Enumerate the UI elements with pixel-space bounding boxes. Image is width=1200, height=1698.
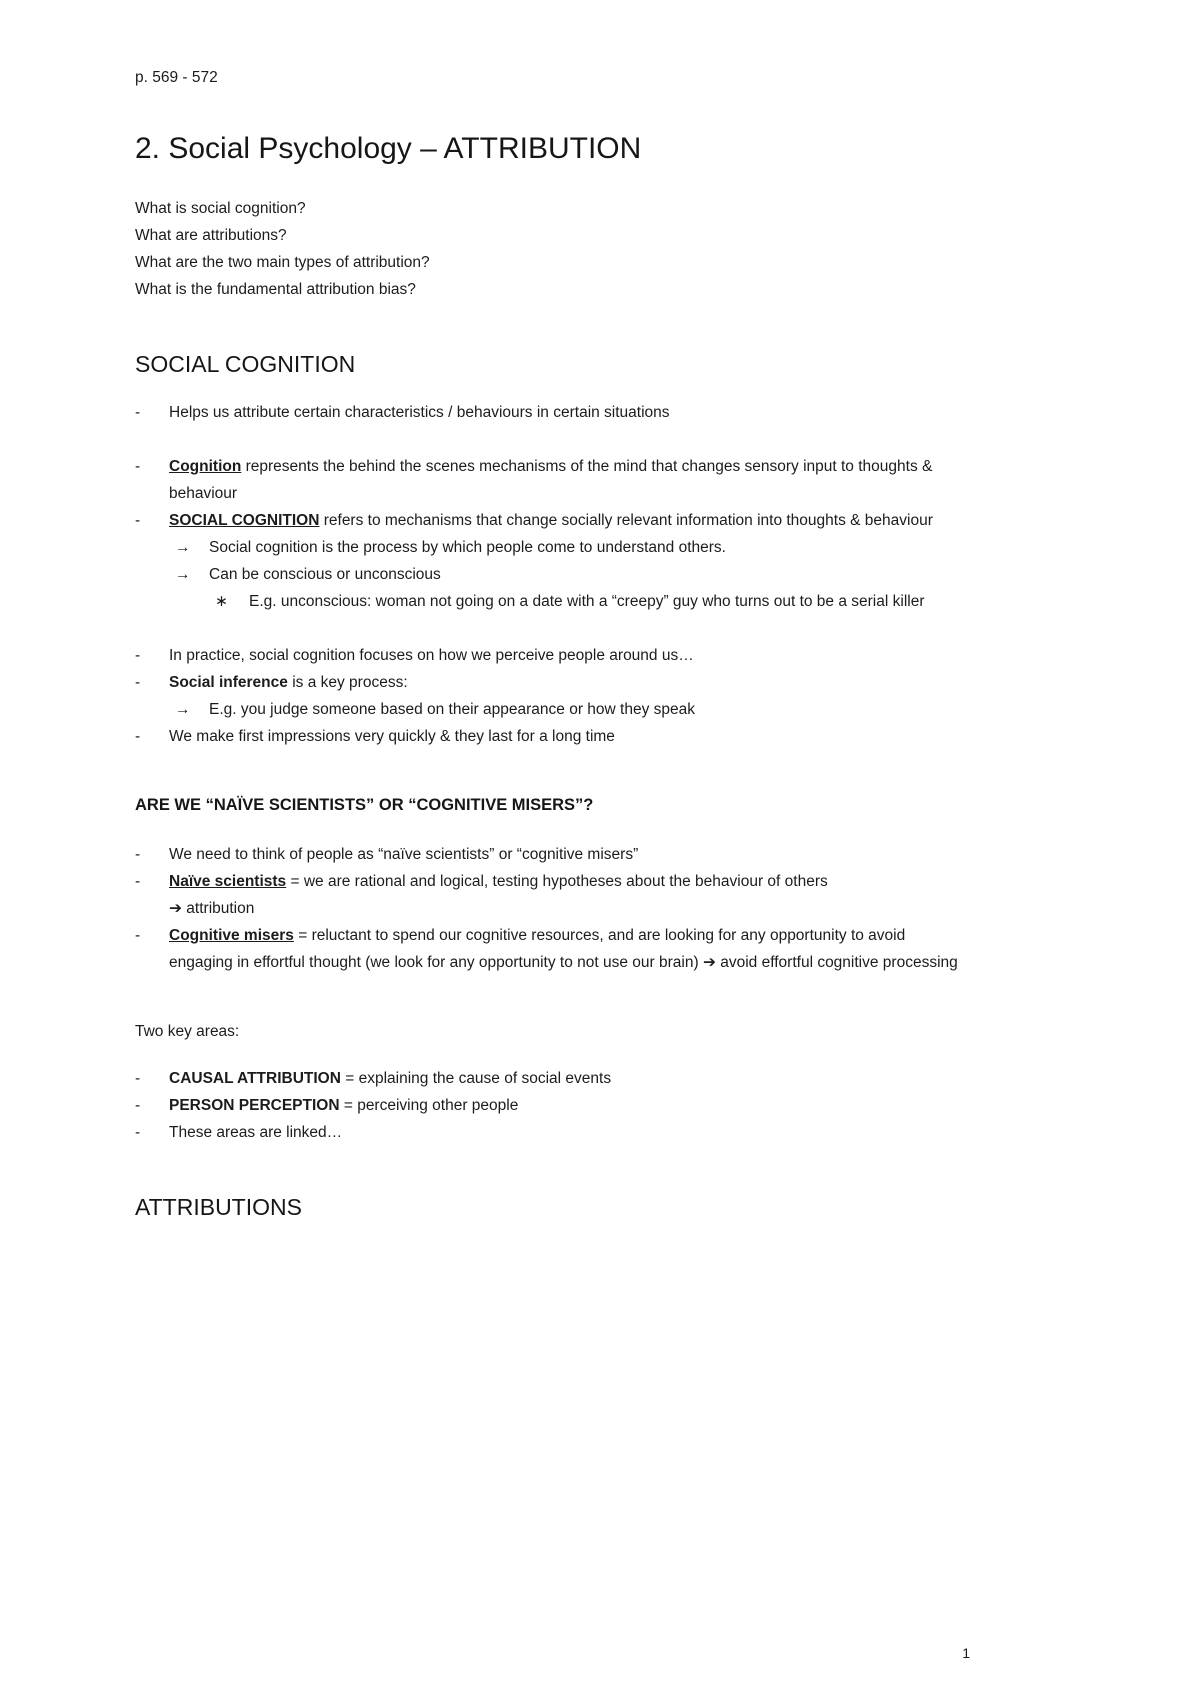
text: refers to mechanisms that change socially relevant information into thoughts & behaviour: [319, 512, 933, 529]
sub-heading-naive-misers: ARE WE “NAÏVE SCIENTISTS” OR “COGNITIVE MISERS”?: [135, 796, 594, 814]
bullet-dash: -: [135, 647, 141, 664]
bullet-dash: -: [135, 458, 141, 475]
list-item: [135, 1092, 967, 1119]
term: Cognition: [169, 458, 242, 475]
bullet-star: ∗: [215, 593, 228, 610]
bullet-dash: -: [135, 674, 141, 691]
text: E.g. you judge someone based on their appearance or how they speak: [209, 701, 695, 718]
list-item-text: [169, 1119, 967, 1146]
list-item: [135, 507, 967, 534]
list-item-text: [169, 453, 967, 507]
text: = explaining the cause of social events: [340, 1070, 612, 1087]
text: = we are rational and logical, testing hypotheses about the behaviour of others: [286, 873, 828, 890]
two-key-areas-label: Two key areas:: [135, 1023, 240, 1040]
page-reference: p. 569 - 572: [135, 69, 218, 86]
text: E.g. unconscious: woman not going on a date with a “creepy” guy who turns out to be a serial killer: [249, 593, 925, 610]
list-item: [135, 642, 967, 669]
list-item-text: [169, 922, 967, 976]
bullet-dash: -: [135, 846, 141, 863]
term: Social inference: [169, 674, 288, 691]
text: We make first impressions very quickly & they last for a long time: [169, 728, 615, 745]
list-item: [135, 561, 967, 588]
question-line: What are attributions?: [135, 227, 287, 244]
text: We need to think of people as “naïve scientists” or “cognitive misers”: [169, 846, 639, 863]
bullet-dash: -: [135, 1097, 141, 1114]
question-line: What is the fundamental attribution bias?: [135, 281, 416, 298]
bullet-dash: -: [135, 873, 141, 890]
list-item-text: [169, 1065, 967, 1092]
document-title: 2. Social Psychology – ATTRIBUTION: [135, 132, 642, 165]
bullet-dash: -: [135, 1124, 141, 1141]
section-heading-attributions: ATTRIBUTIONS: [135, 1194, 302, 1220]
list-item: [135, 922, 967, 976]
section-heading-social-cognition: SOCIAL COGNITION: [135, 351, 356, 377]
list-item: [135, 399, 967, 426]
list-item-text: [249, 588, 967, 615]
text: Helps us attribute certain characteristics / behaviours in certain situations: [169, 404, 670, 421]
question-line: What are the two main types of attribution?: [135, 254, 430, 271]
text: is a key process:: [287, 674, 408, 691]
text: Social cognition is the process by which people come to understand others.: [209, 539, 726, 556]
term: CAUSAL ATTRIBUTION: [169, 1070, 341, 1087]
list-item-text: [209, 561, 967, 588]
bullet-arrow: →: [175, 566, 191, 583]
question-line: What is social cognition?: [135, 200, 306, 217]
term: SOCIAL COGNITION: [169, 512, 320, 529]
text: Can be conscious or unconscious: [209, 566, 441, 583]
term: Naïve scientists: [169, 873, 287, 890]
list-item-text: [209, 534, 967, 561]
document-content: [135, 64, 967, 1222]
text: In practice, social cognition focuses on how we perceive people around us…: [169, 647, 694, 664]
list-item: [135, 723, 967, 750]
text: = perceiving other people: [339, 1097, 519, 1114]
list-item-text: [169, 399, 967, 426]
list-item-text: [169, 669, 967, 696]
bullet-dash: -: [135, 404, 141, 421]
bullet-dash: -: [135, 927, 141, 944]
list-item: [135, 534, 967, 561]
page-number: 1: [962, 1645, 970, 1661]
bullet-dash: -: [135, 512, 141, 529]
list-item-text: [169, 507, 967, 534]
text: These areas are linked…: [169, 1124, 343, 1141]
list-item: [135, 841, 967, 868]
list-item: [135, 453, 967, 507]
list-item-text: [209, 696, 967, 723]
question-list: [135, 195, 967, 303]
list-item: [135, 588, 967, 615]
list-item-text: [169, 1092, 967, 1119]
bullet-arrow: →: [175, 539, 191, 556]
text: represents the behind the scenes mechanisms of the mind that changes sensory input to thoughts & behaviour: [169, 458, 933, 502]
list-item: [135, 1065, 967, 1092]
list-item: [135, 1119, 967, 1146]
list-item-text: [169, 642, 967, 669]
text-continuation: ➔ attribution: [169, 900, 255, 917]
list-item: [135, 868, 967, 922]
list-item-text: [169, 868, 967, 922]
list-item: [135, 669, 967, 696]
term: Cognitive misers: [169, 927, 294, 944]
list-item-text: [169, 723, 967, 750]
term: PERSON PERCEPTION: [169, 1097, 340, 1114]
bullet-dash: -: [135, 728, 141, 745]
bullet-arrow: →: [175, 701, 191, 718]
bullet-dash: -: [135, 1070, 141, 1087]
list-item-text: [169, 841, 967, 868]
list-item: [135, 696, 967, 723]
text: = reluctant to spend our cognitive resources, and are looking for any opportunity to avoid engaging in effortful thought (we look for any opportunity to not use our brain) ➔ avoid effortful cognitive processing: [169, 927, 958, 971]
